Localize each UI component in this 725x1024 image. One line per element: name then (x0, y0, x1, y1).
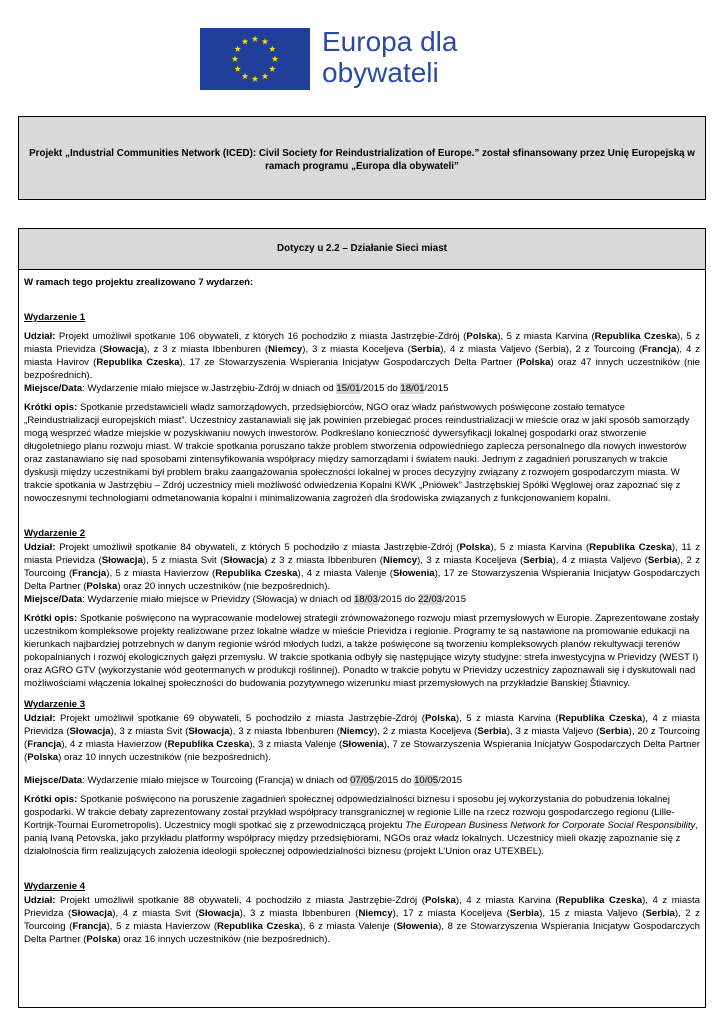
event-description: Krótki opis: Spotkanie poświęcono na wypracowanie modelowej strategii zrównoważonego rozwoju miast przemysłowych w Europie. Zaprezentowane zostały uczestnikom kompleksowe projekty realizowane przez lokalne władze w mieście Prievidza i regionie. Programy te są nastawione na promowanie edukacji na kierunkach najbardziej potrzebnych w danym regionie wśród młodych ludzi, a także poświęcone są tworzeniu kompleksowych planów rekultywacji terenów pokopalnianych i rozwój ekologicznych gałęzi przemysłu. W trakcie spotkania odbyły się następujące wizyty studyjne: strefa inwestycyjna w Prievidzy (WEST I) oraz AGRO GTV (wykorzystanie wód geotermanych w produkcji roślinnej). Ponadto w trakcie pobytu w Prievidzy uczestnicy zapoznawali się i dyskutowali nad możliwościami włączenia lokalnej społeczności do budowania pozytywnego wizerunku miast przemysłowych na przykładzie Banskiej Štiavnicy. (24, 613, 700, 689)
event-participation: Udział: Projekt umożliwił spotkanie 69 obywateli, 5 pochodziło z miasta Jastrzębie-Zdrój (Polska), 5 z miasta Karvina (Republika Czeska), 4 z miasta Prievidza (Słowacja), 3 z miasta Svit (Słowacja), 3 z miasta Ibbenburen (Niemcy), 2 z miasta Koceljeva (Serbia), 3 z miasta Valjevo (Serbia), 20 z Tourcoing (Francja), 4 z miasta Havierzow (Republika Czeska), 3 z miasta Valenje (Słowenia), 7 ze Stowarzyszenia Wspierania Inicjatyw Gospodarczych Delta Partner (Polska) oraz 10 innych uczestników (nie bezpośrednich). (24, 713, 700, 763)
event-title: Wydarzenie 2 (24, 528, 86, 539)
date-to: 18/01 (400, 383, 425, 394)
brand-line-1: Europa dla (322, 26, 458, 57)
event-title: Wydarzenie 3 (24, 699, 86, 710)
description-label: Krótki opis: (24, 794, 78, 805)
date-from: 15/01 (336, 383, 361, 394)
place-date-label: Miejsce/Data (24, 594, 83, 605)
participation-label: Udział: (24, 713, 56, 724)
participation-label: Udział: (24, 542, 56, 553)
event-3 (24, 698, 700, 858)
participation-label: Udział: (24, 895, 56, 906)
event-place-date: Miejsce/Data: Wydarzenie miało miejsce w Jastrzębiu-Zdrój w dniach od 15/01/2015 do 18/01/2015 (24, 383, 449, 394)
header (200, 28, 500, 90)
event-2 (24, 527, 700, 690)
events-content (19, 270, 705, 946)
intro-text: W ramach tego projektu zrealizowano 7 wydarzeń: (24, 277, 254, 288)
place-date-label: Miejsce/Data (24, 383, 83, 394)
funding-statement-box (18, 116, 706, 200)
event-title: Wydarzenie 4 (24, 881, 86, 892)
event-participation: Udział: Projekt umożliwił spotkanie 88 obywateli, 4 pochodziło z miasta Jastrzębie-Zdrój (Polska), 4 z miasta Karvina (Republika Czeska), 4 z miasta Prievidza (Słowacja), 4 z miasta Svit (Słowacja), 3 z miasta Ibbenburen (Niemcy), 17 z miasta Koceljeva (Serbia), 15 z miasta Valjevo (Serbia), 2 z Tourcoing (Francja), 5 z miasta Havierzow (Republika Czeska), 6 z miasta Valenje (Słowenia), 8 ze Stowarzyszenia Wspierania Inicjatyw Gospodarczych Delta Partner (Polska) oraz 16 innych uczestników (nie bezpośrednich). (24, 895, 700, 945)
event-4 (24, 880, 700, 946)
event-participation: Udział: Projekt umożliwił spotkanie 106 obywateli, z których 16 pochodziło z miasta Jastrzębie-Zdrój (Polska), 5 z miasta Karvina (Republika Czeska), 5 z miasta Prievidza (Słowacja), z 3 z miasta Ibbenburen (Niemcy), 3 z miasta Koceljeva (Serbia), 4 z miasta Valjevo (Serbia), 2 z Tourcoing (Francja), 4 z miasta Havirov (Republika Czeska), 17 ze Stowarzyszenia Wspierania Inicjatyw Gospodarczych Delta Partner (Polska) oraz 47 innych uczestników (nie bezpośrednich). (24, 331, 701, 381)
date-to: 22/03 (418, 594, 443, 605)
description-label: Krótki opis: (24, 613, 78, 624)
eu-flag-icon (200, 28, 310, 90)
funding-statement: Projekt „Industrial Communities Network (ICED): Civil Society for Reindustrialization of Europe.” został sfinansowany przez Unię Europejską w ramach programu „Europa dla obywateli” (29, 148, 695, 172)
event-1 (24, 311, 700, 505)
event-place-date: Miejsce/Data: Wydarzenie miało miejsce w Tourcoing (Francja) w dniach od 07/05/2015 do 10/05/2015 (24, 775, 463, 786)
date-from: 18/03 (353, 594, 378, 605)
program-logo-text (322, 26, 457, 88)
description-label: Krótki opis: (24, 402, 78, 413)
participation-label: Udział: (24, 331, 56, 342)
section-title: Dotyczy u 2.2 – Działanie Sieci miast (19, 229, 705, 270)
events-table (18, 228, 706, 1008)
place-date-label: Miejsce/Data (24, 775, 83, 786)
event-title: Wydarzenie 1 (24, 312, 86, 323)
date-from: 07/05 (350, 775, 375, 786)
date-to: 10/05 (414, 775, 439, 786)
event-description: Krótki opis: Spotkanie poświęcono na poruszenie zagadnień społecznej odpowiedzialności biznesu i sposobu jej wykorzystania do pobudzenia lokalnej gospodarki. W trakcie debaty zaprezentowany został przykład współpracy transgranicznej w regionie Lille na rzecz rozwoju gospodarczego regionu (Lille-Kortrijk-Tournai Eurometropolis). Uczestnicy mogli spotkać się z przewodniczącą projektu The European Business Network for Corporate Social Responsibility, panią Ivaną Petovska, jako przykładu platformy współpracy między przedsiębiorami, NGOs oraz władz lokalnych. Uczestnicy mieli okazję zapoznanie się z działolnościa firm realizujących założenia ideologii społecznej odpowiedzialności biznesu (projekt L’Union oraz UTEXBEL). (24, 794, 698, 857)
event-participation: Udział: Projekt umożliwił spotkanie 84 obywateli, z których 5 pochodziło z miasta Jastrzębie-Zdrój (Polska), 5 z miasta Karvina (Republika Czeska), 11 z miasta Prievidza (Słowacja), 5 z miasta Svit (Słowacja) z 3 z miasta Ibbenburen (Niemcy), 3 z miasta Koceljeva (Serbia), 4 z miasta Valjevo (Serbia), 2 z Tourcoing (Francja), 5 z miasta Havierzow (Republika Czeska), 4 z miasta Valenje (Słowenia), 17 ze Stowarzyszenia Wspierania Inicjatyw Gospodarczych Delta Partner (Polska) oraz 20 innych uczestników (nie bezpośrednich). (24, 542, 700, 592)
event-place-date: Miejsce/Data: Wydarzenie miało miejsce w Prievidzy (Słowacja) w dniach od 18/03/2015 do 22/03/2015 (24, 594, 467, 605)
brand-line-2: obywateli (322, 57, 439, 88)
event-description: Krótki opis: Spotkanie przedstawicieli władz samorządowych, przedsiębiorców, NGO oraz władz państwowych poświęcone zostało tematyce „Reindustrializacji europejskich miast”. Uczestnicy zastanawiali się jak powinien przebiegać proces reindustrializacji w mieście oraz w jaki sposób samorządy mogą wesprzeć władze miejskie w pozyskiwaniu nowych inwestorów. Podkreślano konieczność dywersyfikacji lokalnej gospodarki oraz stworzenie długoletniego planu rozwoju miast. W trakcie spotkania poruszano także problem stworzenia odpowiedniego zaplecza personalnego dla nowych inwestorów oraz zastanawiano się nad sposobami zintensyfikowania współpracy między samorządami i światem nauki. Jednym z zagadnień poruszanych w trakcie dyskusji między uczestnikami był problem braku zaangażowania społeczności lokalnej w proces decyzyjny związany z rozwojem gospodarczym miasta. W trakcie spotkania w Jastrzębiu – Zdrój uczestnicy mieli możliwość odwiedzenia Kopalni KWK „Pniówek” Jastrzębskiej Spółki Węglowej oraz zapoznać się z nowoczesnymi technologiami odmetanowania kopalni i minimalizowania zagrożeń dla środowiska związanych z funkcjonowaniem kopalni. (24, 402, 690, 504)
